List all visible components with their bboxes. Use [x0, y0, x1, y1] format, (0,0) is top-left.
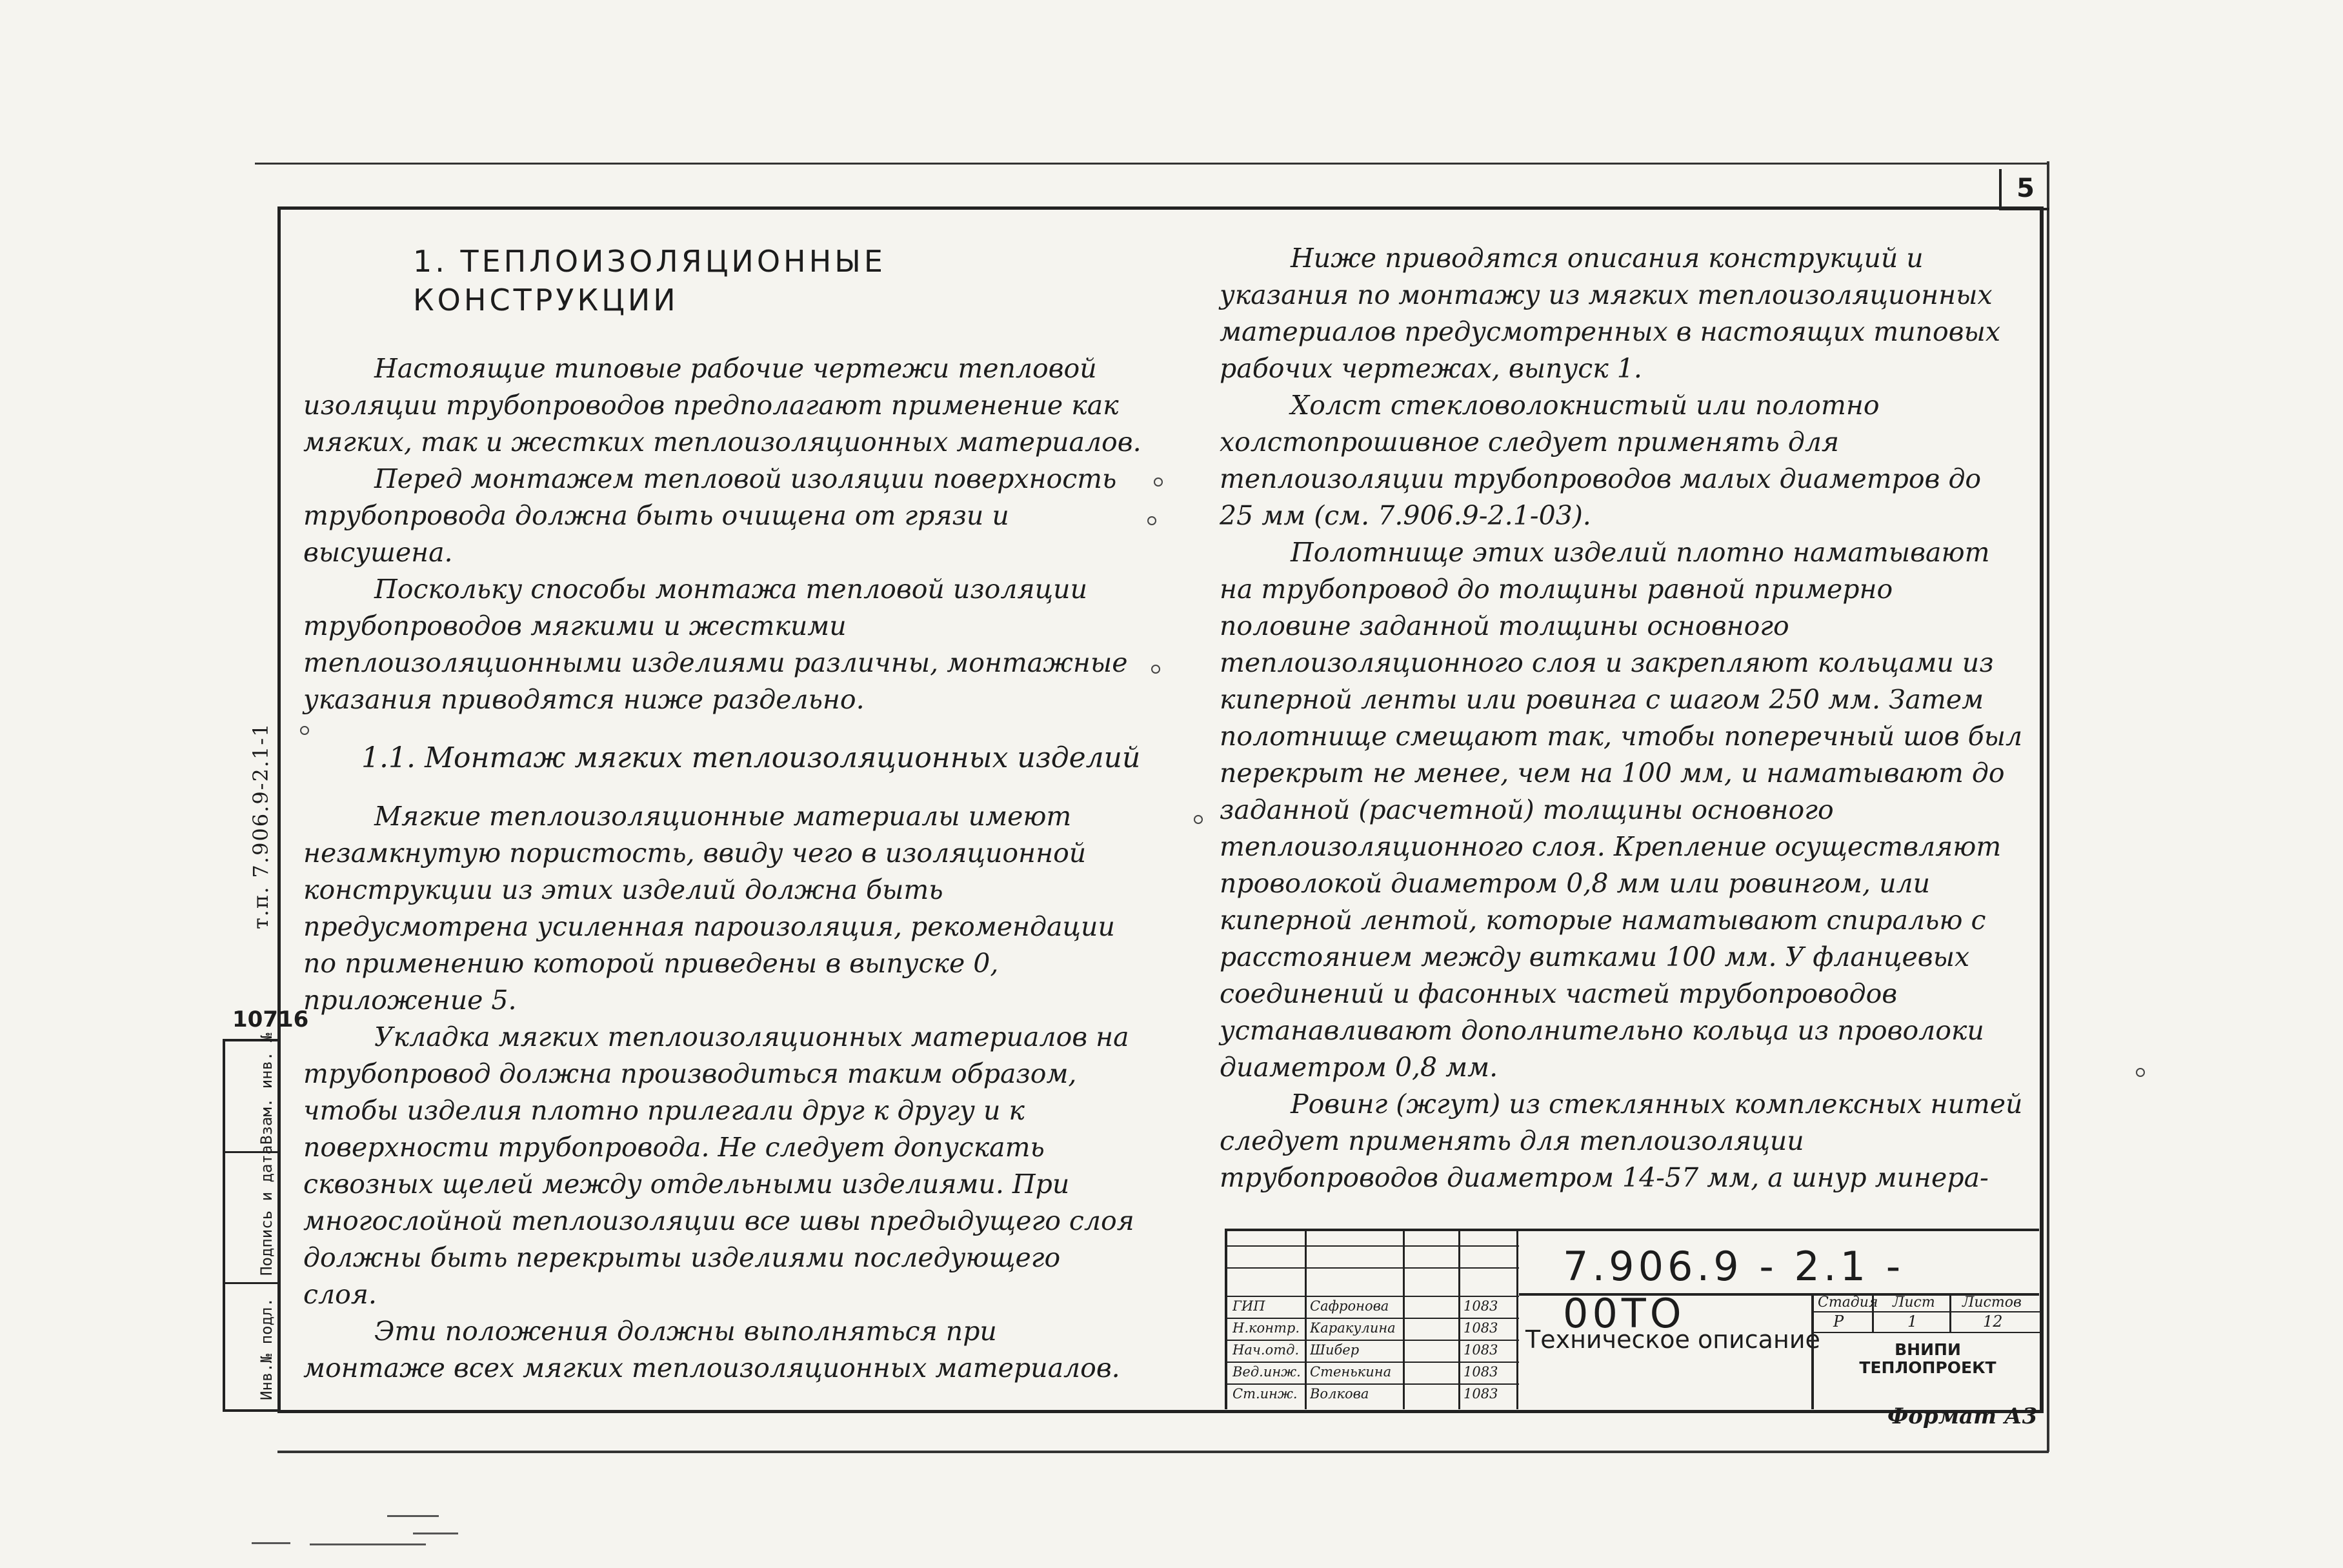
- signature-role: Ст.инж.: [1232, 1386, 1298, 1402]
- sheet-top-line: [255, 163, 2049, 165]
- sidebar-label: Инв.№ подл.: [257, 1298, 276, 1400]
- organization: [1814, 1341, 2042, 1377]
- section-heading: 1. ТЕПЛОИЗОЛЯЦИОННЫЕ КОНСТРУКЦИИ: [413, 244, 886, 317]
- right-column: [1220, 240, 2023, 1196]
- paragraph: Перед монтажем тепловой изоляции поверхность трубопровода должна быть очищена от грязи и высушена.: [303, 463, 1117, 568]
- sheet-value: 1: [1907, 1312, 1918, 1331]
- signature-role: Н.контр.: [1232, 1320, 1300, 1336]
- signature-date: 1083: [1463, 1320, 1498, 1336]
- format-label: Формат А3: [1887, 1403, 2038, 1429]
- paragraph: Настоящие типовые рабочие чертежи тепловой изоляции трубопроводов предполагают применение как мягких, так и жестких теплоизоляционных материалов.: [303, 353, 1141, 457]
- scan-mark: [310, 1543, 426, 1545]
- signature-name: Каракулина: [1310, 1320, 1396, 1336]
- scan-speck: [1147, 516, 1156, 525]
- document-code: 7.906.9 - 2.1 - 00ТО: [1563, 1243, 1905, 1337]
- paragraph: Ровинг (жгут) из стеклянных комплексных нитей следует применять для теплоизоляции трубопроводов диаметром 14-57 мм, а шнур минера-: [1220, 1089, 2023, 1193]
- sheet-bottom-line: [277, 1451, 2049, 1453]
- signature-date: 1083: [1463, 1298, 1498, 1314]
- subsection-heading: 1.1. Монтаж мягких теплоизоляционных изделий: [361, 741, 1141, 774]
- scan-speck: [1151, 665, 1160, 674]
- archive-code: 10716: [232, 1007, 309, 1032]
- signature-name: Сафронова: [1310, 1298, 1389, 1314]
- signature-date: 1083: [1463, 1342, 1498, 1358]
- scan-speck: [300, 726, 309, 735]
- sheet-right-line: [2047, 161, 2049, 1452]
- paragraph: Полотнище этих изделий плотно наматывают на трубопровод до толщины равной примерно половине заданной толщины основного теплоизоляционного слоя и закрепляют кольцами из киперной ленты или ровинга с шагом 250 мм. Затем полотнище смещают так, чтобы поперечный шов был перекрыт не менее, чем на 100 мм, и наматывают до заданной (расчетной) толщины основного теплоизоляционного слоя. Крепление осуществляют проволокой диаметром 0,8 мм или ровингом, или киперной лентой, которые наматывают спиралью с расстоянием между витками 100 мм. У фланцевых соединений и фасонных частей трубопроводов устанавливают дополнительно кольца из проволоки диаметром 0,8 мм.: [1220, 537, 2023, 1083]
- paragraph: Мягкие теплоизоляционные материалы имеют незамкнутую пористость, ввиду чего в изоляционной конструкции из этих изделий должна быть предусмотрена усиленная пароизоляция, рекомендации по применению которой приведены в выпуске 0, приложение 5.: [303, 801, 1115, 1016]
- stage-box: [1811, 1296, 2042, 1409]
- paragraph: Ниже приводятся описания конструкций и указания по монтажу из мягких теплоизоляционных материалов предусмотренных в настоящих типовых рабочих чертежах, выпуск 1.: [1220, 243, 2001, 384]
- signature-name: Шибер: [1310, 1342, 1360, 1358]
- scan-speck: [1154, 477, 1163, 487]
- page-number: 5: [1999, 169, 2049, 210]
- document-title: Техническое описание: [1525, 1325, 1820, 1354]
- paragraph: Укладка мягких теплоизоляционных материалов на трубопровод должна производиться таким образом, чтобы изделия плотно прилегали друг к другу и к поверхности трубопровода. Не следует допускать сквозных щелей между отдельными изделиями. При многослойной теплоизоляции все швы предыдущего слоя должны быть перекрыты изделиями последующего слоя.: [303, 1021, 1134, 1310]
- signature-date: 1083: [1463, 1364, 1498, 1380]
- scan-mark: [252, 1542, 290, 1544]
- signature-role: Вед.инж.: [1232, 1364, 1301, 1380]
- scan-mark: [387, 1515, 439, 1517]
- org-line: ВНИПИ: [1895, 1340, 1961, 1359]
- paragraph: Холст стекловолокнистый или полотно холстопрошивное следует применять для теплоизоляции трубопроводов малых диаметров до 25 мм (см. 7.906.9-2.1-03).: [1220, 390, 1982, 531]
- sheet-header: Лист: [1893, 1294, 1935, 1311]
- paragraph: Поскольку способы монтажа тепловой изоляции трубопроводов мягкими и жесткими теплоизоляционными изделиями различны, монтажные указания приводятся ниже раздельно.: [303, 574, 1128, 715]
- sidebar-stamp: [223, 1032, 280, 1412]
- signature-role: Нач.отд.: [1232, 1342, 1300, 1358]
- signature-role: ГИП: [1232, 1298, 1265, 1314]
- signature-grid: [1227, 1231, 1519, 1409]
- signature-name: Волкова: [1310, 1386, 1369, 1402]
- left-column: [303, 242, 1142, 1387]
- stage-value: Р: [1833, 1312, 1844, 1331]
- sheets-header: Листов: [1962, 1294, 2022, 1311]
- sidebar-label: Взам. инв. №: [257, 1032, 276, 1145]
- signature-name: Стенькина: [1310, 1364, 1392, 1380]
- scan-mark: [413, 1533, 458, 1534]
- signature-date: 1083: [1463, 1386, 1498, 1402]
- sidebar-cell: [225, 1145, 280, 1284]
- sidebar-cell: [225, 1284, 280, 1407]
- sheets-value: 12: [1983, 1312, 2003, 1331]
- scan-speck: [2136, 1068, 2145, 1077]
- scan-speck: [1194, 815, 1203, 824]
- paragraph: Эти положения должны выполняться при монтаже всех мягких теплоизоляционных материалов.: [303, 1316, 1120, 1383]
- vertical-doc-code: т.п. 7.906.9-2.1-1: [248, 722, 273, 929]
- stage-header: Стадия: [1818, 1294, 1878, 1311]
- org-line: ТЕПЛОПРОЕКТ: [1859, 1358, 1996, 1377]
- sidebar-cell: [225, 1032, 280, 1153]
- sidebar-label: Подпись и дата: [257, 1145, 276, 1276]
- title-block: [1225, 1229, 2039, 1409]
